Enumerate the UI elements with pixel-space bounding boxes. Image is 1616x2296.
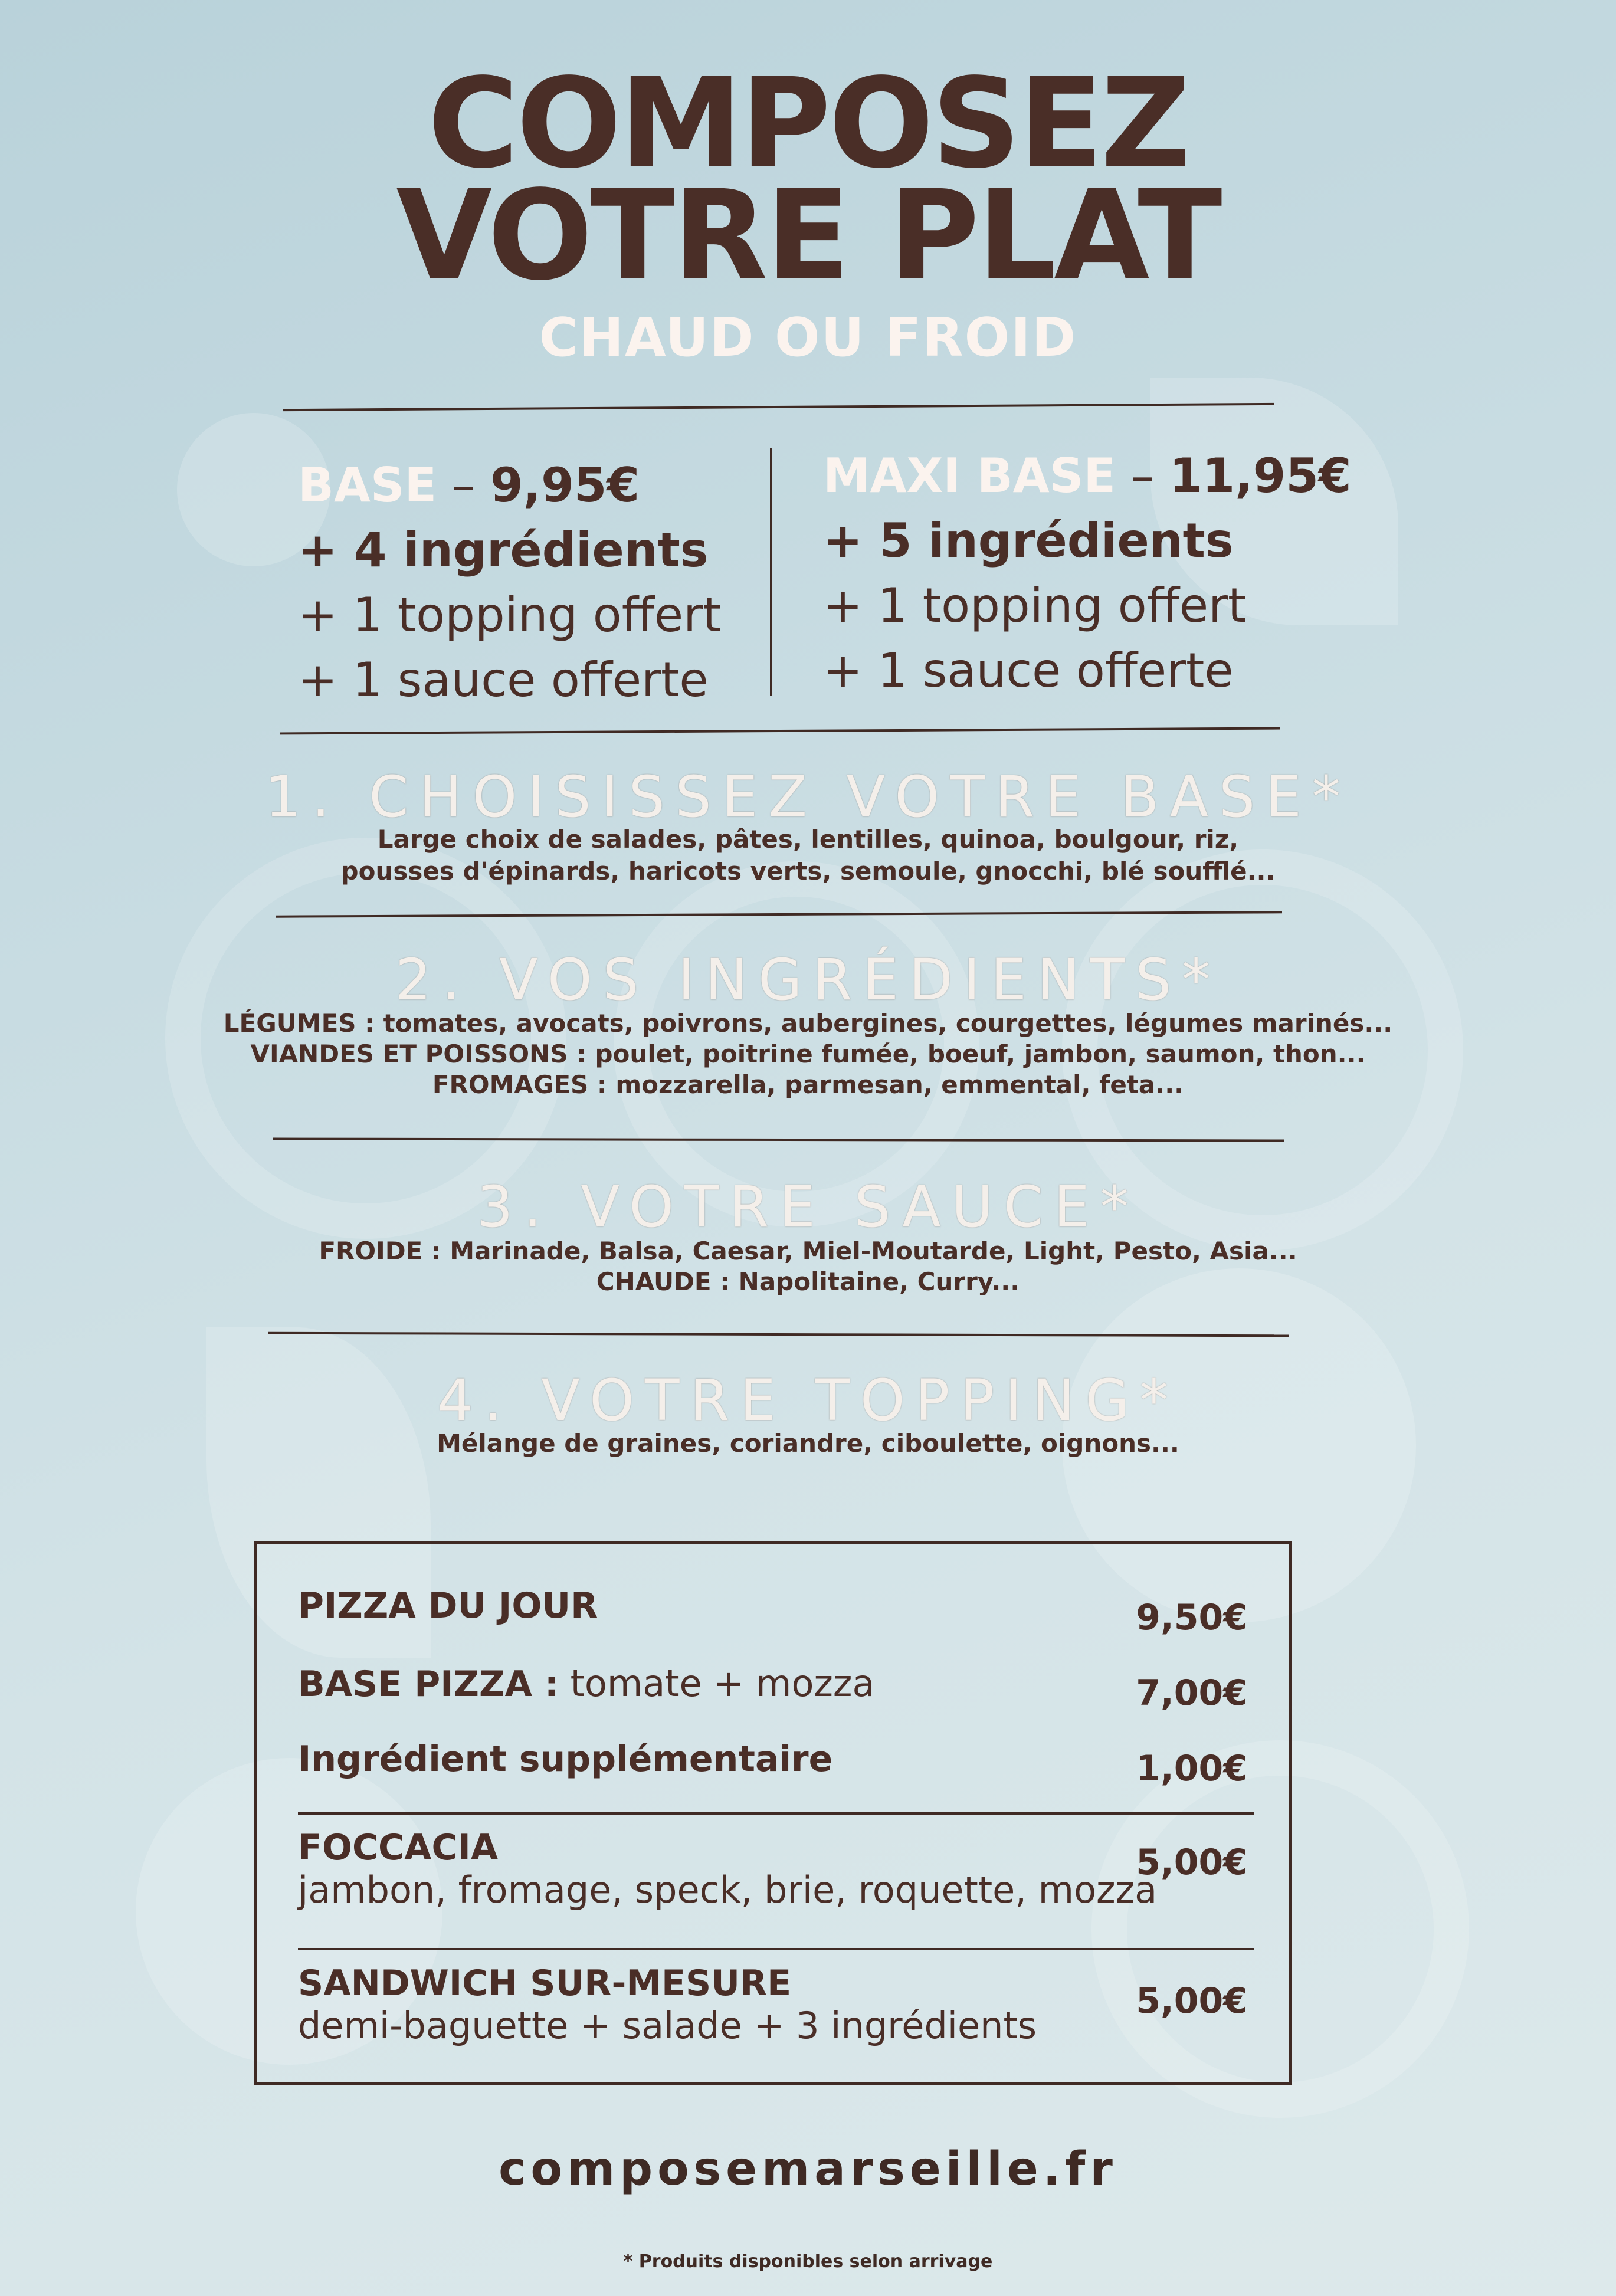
box-divider <box>298 1812 1254 1815</box>
offer-price: 9,95€ <box>490 458 640 513</box>
category-text: poulet, poitrine fumée, boeuf, jambon, saumon, thon... <box>586 1039 1366 1068</box>
category-label: LÉGUMES : <box>223 1009 375 1038</box>
step-2-line-2 <box>0 1038 1616 1070</box>
divider <box>280 727 1280 735</box>
offer-maxi-base <box>823 444 1352 703</box>
offer-topping: + 1 topping offert <box>298 588 722 642</box>
category-label: VIANDES ET POISSONS : <box>250 1039 586 1068</box>
step-3-line-2 <box>0 1266 1616 1298</box>
offer-ingredients: + 5 ingrédients <box>823 513 1234 568</box>
footnote: * Produits disponibles selon arrivage <box>623 2251 993 2272</box>
offer-base-header: BASE – 9,95€ <box>298 458 640 513</box>
extra-foccacia <box>298 1827 1248 1911</box>
item-price: 7,00€ <box>1136 1672 1248 1714</box>
item-name: FOCCACIA <box>298 1827 499 1868</box>
step-1-line-2: pousses d'épinards, haricots verts, semoule, gnocchi, blé soufflé... <box>340 857 1276 885</box>
category-label: FROMAGES : <box>432 1070 607 1099</box>
step-1-title: 1. CHOISISSEZ VOTRE BASE* <box>265 764 1351 830</box>
offer-separator <box>770 448 772 696</box>
extra-pizza-du-jour <box>298 1585 1248 1638</box>
item-name: SANDWICH SUR-MESURE <box>298 1963 792 2004</box>
offer-name: BASE <box>298 458 437 513</box>
item-price: 1,00€ <box>1136 1748 1248 1789</box>
divider <box>283 403 1274 411</box>
step-2-line-3 <box>0 1069 1616 1101</box>
website-link[interactable]: composemarseille.fr <box>499 2143 1117 2196</box>
step-2-line-1 <box>0 1008 1616 1039</box>
item-description: jambon, fromage, speck, brie, roquette, mozza <box>298 1868 1158 1911</box>
item-price: 9,50€ <box>1136 1597 1248 1638</box>
subtitle: CHAUD OU FROID <box>539 307 1077 369</box>
extra-sandwich <box>298 1963 1248 2047</box>
extra-supplement <box>298 1739 1248 1789</box>
item-price: 5,00€ <box>1136 1980 1248 2022</box>
step-4-line-1: Mélange de graines, coriandre, ciboulette, oignons... <box>437 1429 1179 1458</box>
category-label: CHAUDE : <box>596 1267 730 1296</box>
item-name: BASE PIZZA : <box>298 1664 559 1705</box>
offer-sauce: + 1 sauce offerte <box>298 652 709 707</box>
item-name: Ingrédient supplémentaire <box>298 1739 833 1780</box>
offer-base <box>298 453 721 713</box>
box-divider <box>298 1948 1254 1950</box>
offer-ingredients: + 4 ingrédients <box>298 523 709 578</box>
item-description: tomate + mozza <box>558 1662 875 1705</box>
extras-box <box>254 1541 1292 2085</box>
category-text: tomates, avocats, poivrons, aubergines, courgettes, légumes marinés... <box>374 1009 1393 1038</box>
item-price: 5,00€ <box>1136 1842 1248 1883</box>
category-text: mozzarella, parmesan, emmental, feta... <box>607 1070 1184 1099</box>
category-label: FROIDE : <box>319 1236 441 1265</box>
extra-base-pizza <box>298 1662 1248 1714</box>
offer-topping: + 1 topping offert <box>823 578 1247 633</box>
offer-maxi-header: MAXI BASE – 11,95€ <box>823 448 1352 503</box>
category-text: Napolitaine, Curry... <box>730 1267 1020 1296</box>
step-1-line-1: Large choix de salades, pâtes, lentilles, quinoa, boulgour, riz, <box>377 825 1239 854</box>
item-description: demi-baguette + salade + 3 ingrédients <box>298 2004 1037 2047</box>
category-text: Marinade, Balsa, Caesar, Miel-Moutarde, Light, Pesto, Asia... <box>441 1236 1297 1265</box>
offer-sauce: + 1 sauce offerte <box>823 643 1234 698</box>
title-line-2: VOTRE PLAT <box>396 163 1220 308</box>
step-2-title: 2. VOS INGRÉDIENTS* <box>395 947 1221 1013</box>
offer-price: 11,95€ <box>1169 448 1352 503</box>
title-line-1: COMPOSEZ <box>427 51 1188 196</box>
step-3-title: 3. VOTRE SAUCE* <box>477 1174 1139 1240</box>
item-name: PIZZA DU JOUR <box>298 1585 598 1626</box>
step-3-line-1 <box>0 1235 1616 1267</box>
offer-name: MAXI BASE <box>823 448 1116 503</box>
step-4-title: 4. VOTRE TOPPING* <box>437 1367 1179 1434</box>
